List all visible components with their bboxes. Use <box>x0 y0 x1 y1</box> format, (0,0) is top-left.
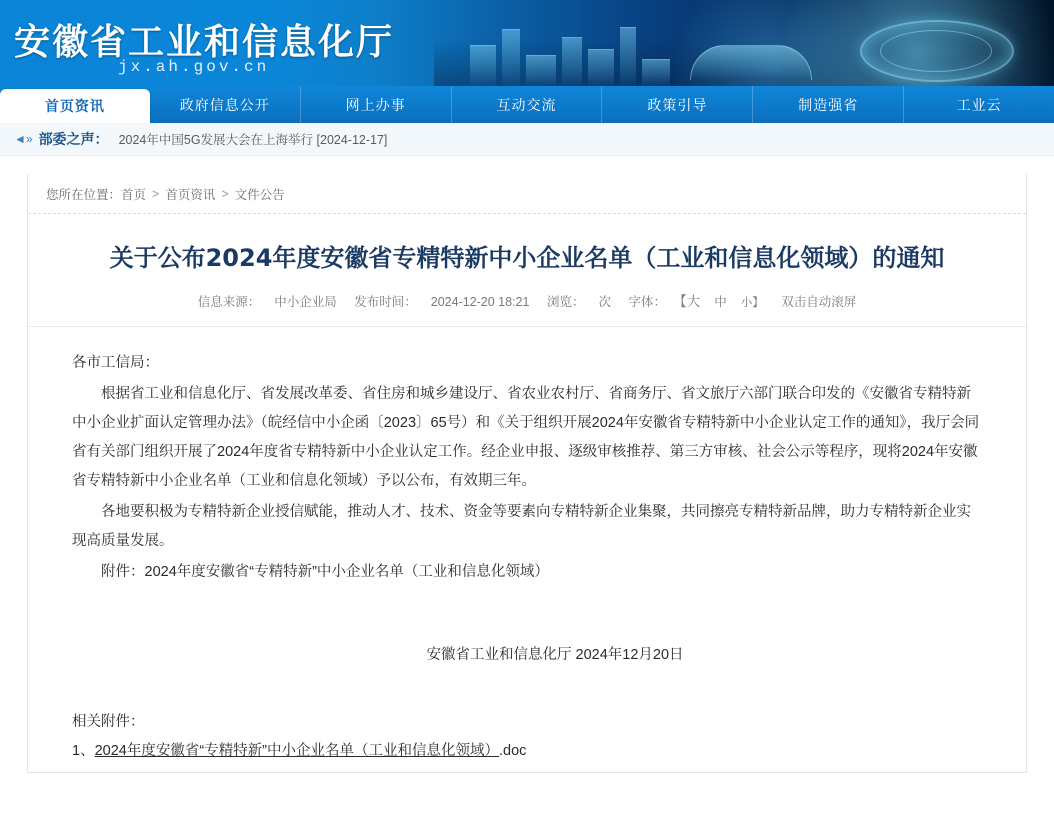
article-card <box>27 174 1027 773</box>
article-body <box>28 327 1026 680</box>
article-signature <box>72 641 982 670</box>
auto-scroll-button[interactable]: 双击自动滚屏 <box>781 295 857 309</box>
banner-building <box>502 29 520 86</box>
nav-item-label: 政府信息公开 <box>179 96 270 113</box>
banner-dome <box>690 45 812 80</box>
banner-building <box>470 45 496 86</box>
nav-item-home[interactable] <box>0 89 150 123</box>
banner-building <box>588 49 614 86</box>
breadcrumb-item-documents[interactable]: 文件公告 <box>234 187 285 202</box>
nav-item-label: 首页资讯 <box>44 98 105 114</box>
meta-views-value: 次 <box>598 295 611 309</box>
main-navigation <box>0 86 1054 123</box>
article-meta <box>28 290 1026 327</box>
announcement-link[interactable]: 2024年中国5G发展大会在上海举行 [2024-12-17] <box>118 133 388 147</box>
nav-item-online-service[interactable] <box>301 86 452 123</box>
page-title: 关于公布2024年度安徽省专精特新中小企业名单（工业和信息化领域）的通知 <box>109 244 945 272</box>
attachment-file-link[interactable] <box>95 743 527 759</box>
banner-building <box>562 37 582 86</box>
nav-item-manufacturing-province[interactable] <box>753 86 904 123</box>
breadcrumb-separator: > <box>152 186 160 201</box>
announcement-bar <box>0 123 1054 156</box>
nav-item-policy-guide[interactable] <box>602 86 753 123</box>
meta-publish-label: 发布时间： <box>354 295 417 309</box>
breadcrumb-separator: > <box>221 186 229 201</box>
nav-item-label: 网上办事 <box>345 96 406 113</box>
font-size-small-button[interactable]: 小】 <box>740 297 764 309</box>
breadcrumb-item-home[interactable]: 首页 <box>121 187 147 202</box>
meta-font-label: 字体： <box>628 295 666 309</box>
nav-item-industry-cloud[interactable] <box>904 86 1054 123</box>
nav-item-label: 政策引导 <box>647 96 708 113</box>
meta-publish-value: 2024-12-20 18:21 <box>430 295 530 309</box>
related-attachments-title: 相关附件： <box>72 714 145 730</box>
font-size-large-button[interactable]: 【大 <box>679 294 701 309</box>
signature-date: 2024年12月20日 <box>575 647 684 663</box>
meta-source-label: 信息来源： <box>197 295 261 309</box>
related-attachments <box>28 680 1026 772</box>
attachment-file-extension: .doc <box>499 743 527 759</box>
meta-views-label: 浏览： <box>546 295 585 309</box>
announcement-label: 部委之声： <box>38 131 109 147</box>
signature-organization: 安徽省工业和信息化厅 <box>426 647 572 663</box>
nav-item-label: 工业云 <box>956 96 1002 113</box>
breadcrumb <box>28 174 1026 214</box>
site-title: 安徽省工业和信息化厅 <box>14 22 395 63</box>
banner-building <box>526 55 556 86</box>
font-size-medium-button[interactable]: 中 <box>714 295 727 309</box>
nav-item-government-info[interactable] <box>150 86 301 123</box>
breadcrumb-prefix: 您所在位置： <box>46 187 122 202</box>
site-banner <box>0 0 1054 86</box>
article-paragraph: 根据省工业和信息化厅、省发展改革委、省住房和城乡建设厅、省农业农村厅、省商务厅、省文旅厅六部门联合印发的《安徽省专精特新中小企业扩面认定管理办法》（皖经信中小企函〔2023〕65号）和《关于组织开展2024年安徽省专精特新中小企业认定工作的通知》，我厅会同省有关部门组织开展了2024年度省专精特新中小企业认定工作。经企业申报、逐级审核推荐、第三方审核、社会公示等程序，现将2024年安徽省专精特新中小企业名单（工业和信息化领域）予以公布，有效期三年。 <box>72 386 980 489</box>
article-attachment-note: 附件：2024年度安徽省“专精特新”中小企业名单（工业和信息化领域） <box>101 564 549 580</box>
banner-light-ring-inner <box>880 30 992 72</box>
meta-source-value: 中小企业局 <box>274 295 337 309</box>
nav-item-interaction[interactable] <box>452 86 603 123</box>
site-domain: jx.ah.gov.cn <box>118 58 270 76</box>
speaker-icon: ◄» <box>14 132 33 146</box>
attachment-list-item[interactable] <box>72 737 982 766</box>
article-salutation: 各市工信局： <box>72 355 159 371</box>
banner-building <box>642 59 670 86</box>
attachment-index: 1、 <box>72 743 95 759</box>
attachment-file-name: 2024年度安徽省“专精特新”中小企业名单（工业和信息化领域） <box>94 743 499 759</box>
content-wrapper <box>0 156 1054 773</box>
article-paragraph: 各地要积极为专精特新企业授信赋能，推动人才、技术、资金等要素向专精特新企业集聚，共同擦亮专精特新品牌，助力专精特新企业实现高质量发展。 <box>72 504 971 549</box>
banner-building <box>620 27 636 86</box>
nav-item-label: 互动交流 <box>496 96 557 113</box>
nav-item-label: 制造强省 <box>798 96 859 113</box>
breadcrumb-item-news[interactable]: 首页资讯 <box>165 187 216 202</box>
